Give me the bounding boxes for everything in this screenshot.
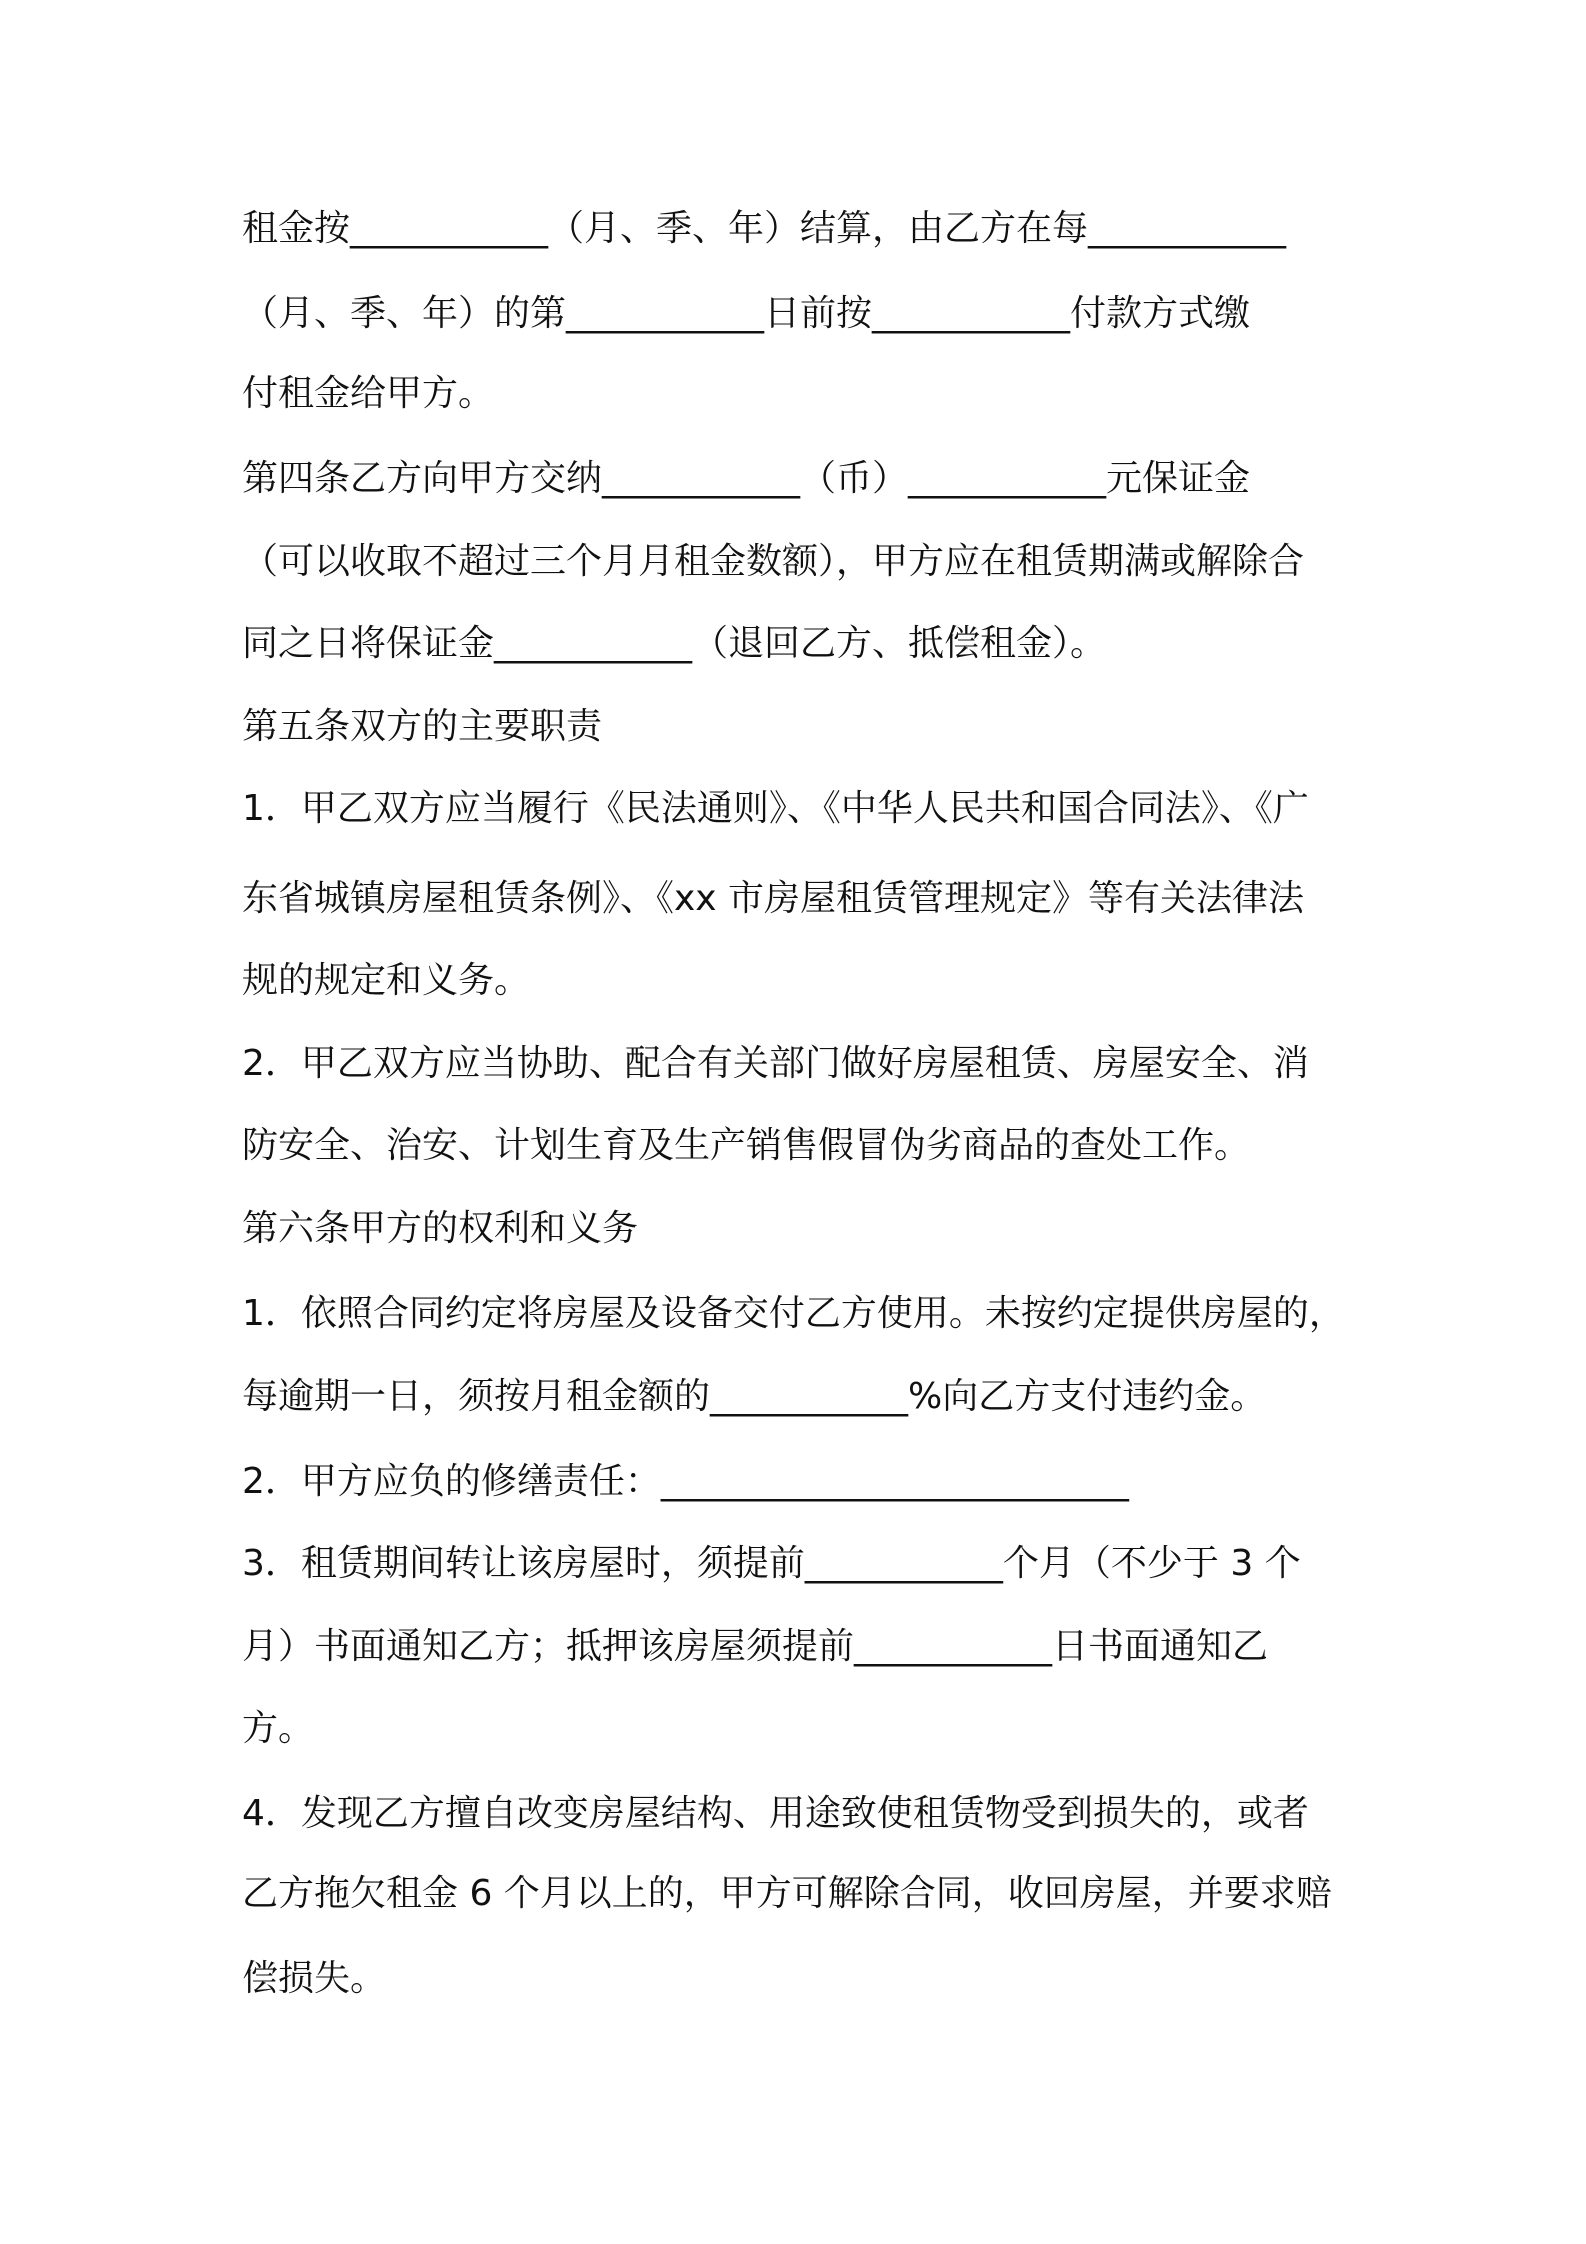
text-line: 偿损失。 bbox=[242, 1958, 387, 1999]
text-line: 规的规定和义务。 bbox=[242, 960, 531, 1001]
text-line: 乙方拖欠租金 6 个月以上的，甲方可解除合同，收回房屋，并要求赔 bbox=[242, 1873, 1332, 1914]
text-line: 第四条乙方向甲方交纳___________（币）___________元保证金 bbox=[242, 458, 1251, 499]
text-line: 4．发现乙方擅自改变房屋结构、用途致使租赁物受到损失的，或者 bbox=[242, 1793, 1309, 1834]
text-line: 方。 bbox=[242, 1708, 315, 1749]
text-line: 2．甲方应负的修缮责任：__________________________ bbox=[242, 1461, 1129, 1502]
text-line: 1．甲乙双方应当履行《民法通则》、《中华人民共和国合同法》、《广 bbox=[242, 788, 1309, 829]
text-line: 1．依照合同约定将房屋及设备交付乙方使用。未按约定提供房屋的， bbox=[242, 1293, 1345, 1334]
text-line: 月）书面通知乙方；抵押该房屋须提前___________日书面通知乙 bbox=[242, 1626, 1269, 1667]
section-heading: 第六条甲方的权利和义务 bbox=[242, 1208, 639, 1249]
text-line: 东省城镇房屋租赁条例》、《xx 市房屋租赁管理规定》等有关法律法 bbox=[242, 878, 1305, 919]
text-line: 2．甲乙双方应当协助、配合有关部门做好房屋租赁、房屋安全、消 bbox=[242, 1043, 1309, 1084]
text-line: 同之日将保证金___________（退回乙方、抵偿租金）。 bbox=[242, 623, 1107, 664]
section-heading: 第五条双方的主要职责 bbox=[242, 706, 603, 747]
text-line: （可以收取不超过三个月月租金数额），甲方应在租赁期满或解除合 bbox=[242, 541, 1305, 582]
text-line: 3．租赁期间转让该房屋时，须提前___________个月（不少于 3 个 bbox=[242, 1543, 1301, 1584]
text-line: 每逾期一日，须按月租金额的___________%向乙方支付违约金。 bbox=[242, 1376, 1267, 1417]
text-line: 租金按___________（月、季、年）结算，由乙方在每___________ bbox=[242, 208, 1287, 249]
text-line: 付租金给甲方。 bbox=[242, 373, 495, 414]
text-line: 防安全、治安、计划生育及生产销售假冒伪劣商品的查处工作。 bbox=[242, 1125, 1251, 1166]
text-line: （月、季、年）的第___________日前按___________付款方式缴 bbox=[242, 293, 1251, 334]
